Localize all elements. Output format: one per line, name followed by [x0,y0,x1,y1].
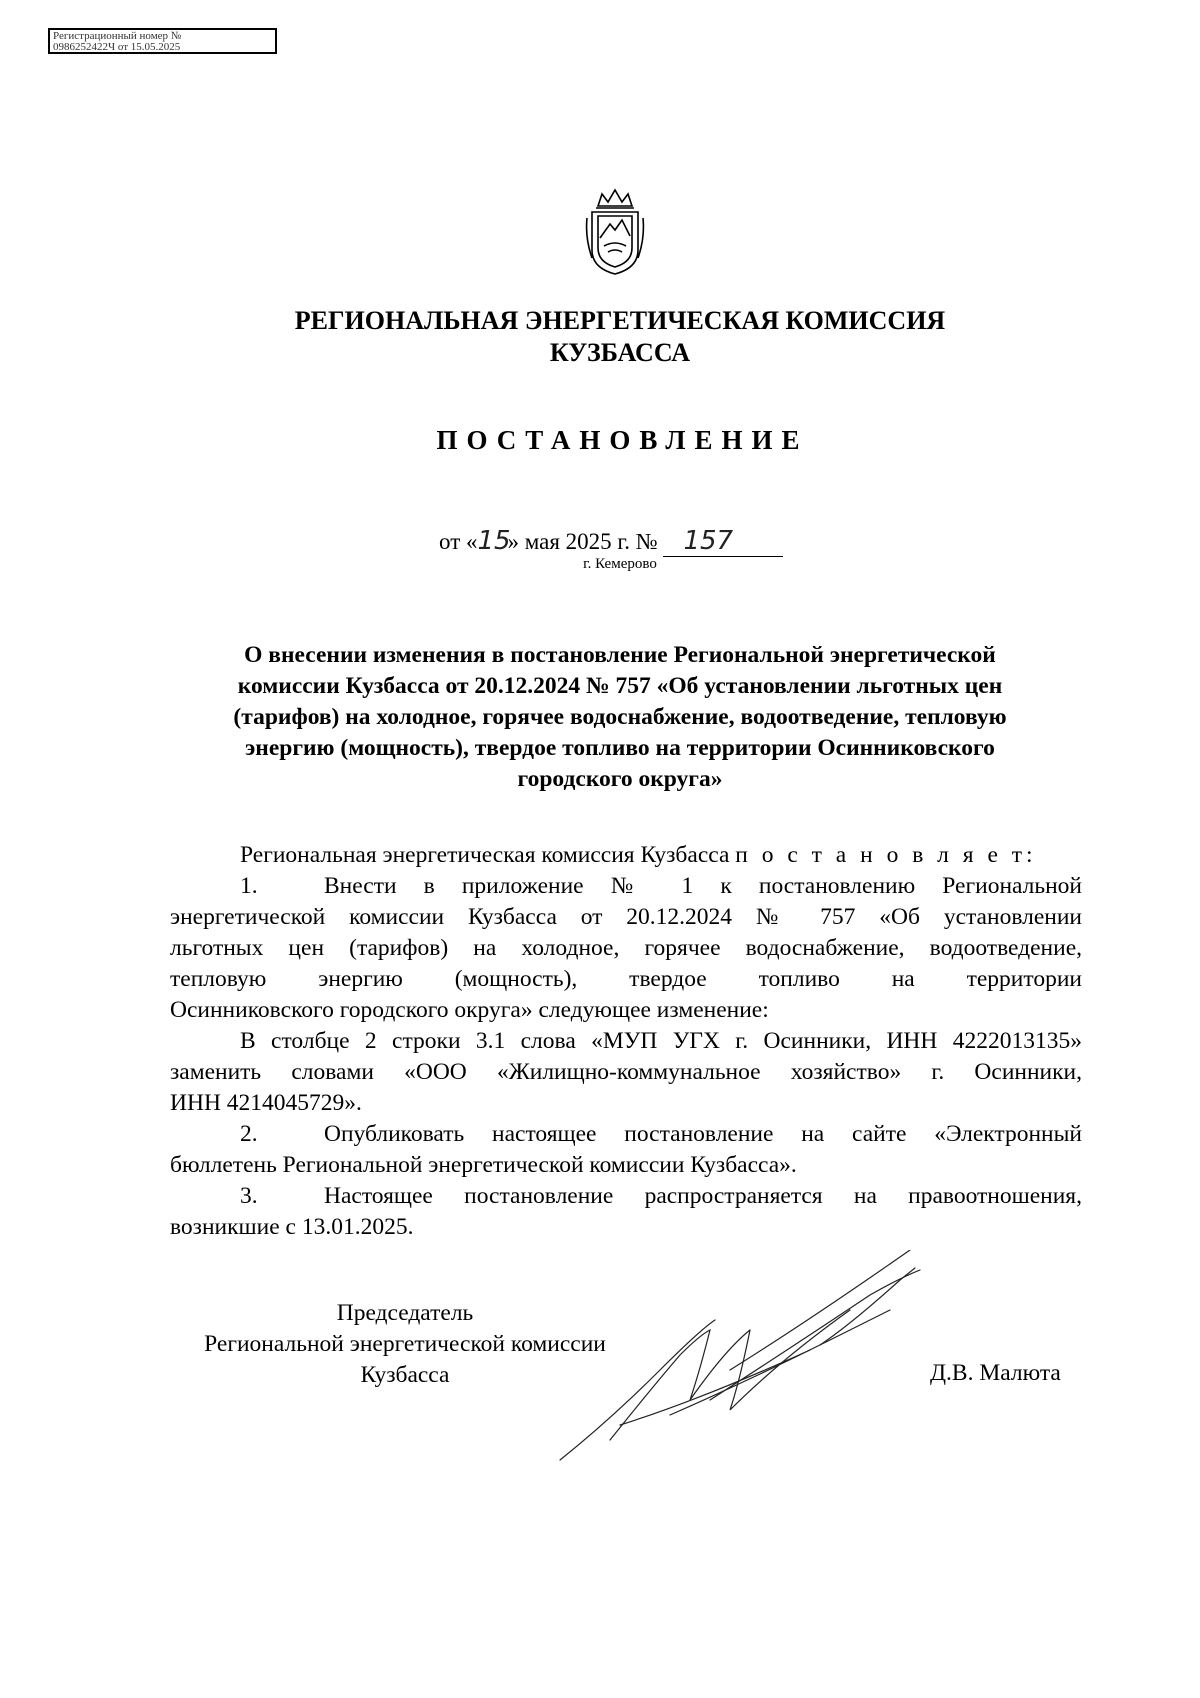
subject-line: (тарифов) на холодное, горячее водоснабжение, водоотведение, тепловую [233,704,1007,730]
subject-line: городского округа» [517,766,723,792]
registration-line-2: 0986252422Ч от 15.05.2025 [53,41,181,53]
paragraph-1-line: тепловую энергию (мощность), твердое топливо на территории [170,966,1082,992]
paragraph-3-line [170,1181,1082,1212]
paragraph-1-sub-line: ИНН 4214045729». [170,1090,362,1116]
intro-resolves: п о с т а н о в л я е т: [735,842,1037,868]
registration-stamp [48,28,277,54]
handwritten-number: 157 [663,526,783,557]
paragraph-1-line: энергетической комиссии Кузбасса от 20.12.2024 № 757 «Об установлении [170,904,1082,930]
date-line [439,526,783,557]
coat-of-arms-icon [584,188,646,276]
paragraph-1-line: льготных цен (тарифов) на холодное, горячее водоснабжение, водоотведение, [170,935,1082,961]
paragraph-1-sub-line: В столбце 2 строки 3.1 слова «МУП УГХ г. Осинники, ИНН 4222013135» [240,1028,1082,1054]
paragraph-2-line [170,1119,1082,1150]
document-type-title: ПОСТАНОВЛЕНИЕ [436,425,809,455]
paragraph-3-text: Настоящее постановление распространяется на правоотношения, [324,1183,1082,1209]
resolution-intro [170,840,1082,871]
paragraph-2-number: 2. [240,1121,258,1147]
organization-name-line-1: РЕГИОНАЛЬНАЯ ЭНЕРГЕТИЧЕСКАЯ КОМИССИЯ [294,306,946,335]
paragraph-2-text: Опубликовать настоящее постановление на сайте «Электронный [324,1121,1082,1147]
subject-line: энергию (мощность), твердое топливо на территории Осинниковского [245,735,995,761]
paragraph-1-line [170,871,1082,902]
organization-name-line-2: КУЗБАССА [549,338,691,367]
subject-line: О внесении изменения в постановление Региональной энергетической [244,642,996,668]
paragraph-3-number: 3. [240,1183,258,1209]
subject-line: комиссии Кузбасса от 20.12.2024 № 757 «Об установлении льготных цен [237,673,1003,699]
signatory-name: Д.В. Малюта [930,1360,1061,1386]
paragraph-2-line: бюллетень Региональной энергетической комиссии Кузбасса». [170,1152,797,1178]
registration-line-1: Регистрационный номер № [53,30,182,42]
document-body [170,840,1082,1243]
paragraph-1-sub-line: заменить словами «ООО «Жилищно-коммунальное хозяйство» г. Осинники, [170,1059,1082,1085]
paragraph-1-number: 1. [240,873,258,899]
city: г. Кемерово [583,556,657,572]
handwritten-signature [550,1250,970,1470]
document-subject [165,640,1075,795]
paragraph-3-line: возникшие с 13.01.2025. [170,1214,414,1240]
organization-name [0,305,1200,369]
paragraph-1-line: Осинниковского городского округа» следующее изменение: [170,997,769,1023]
signatory-title-line-3: Кузбасса [360,1362,450,1388]
signatory-title-line-2: Региональной энергетической комиссии [204,1331,606,1357]
date-prefix: от « [439,529,478,554]
intro-text: Региональная энергетическая комиссия Кузбасса [240,842,730,868]
paragraph-1-text: Внести в приложение № 1 к постановлению Региональной [324,873,1082,899]
signatory-title-line-1: Председатель [336,1300,474,1326]
handwritten-day: 15 [477,526,511,556]
date-middle: » мая 2025 г. № [507,529,658,554]
